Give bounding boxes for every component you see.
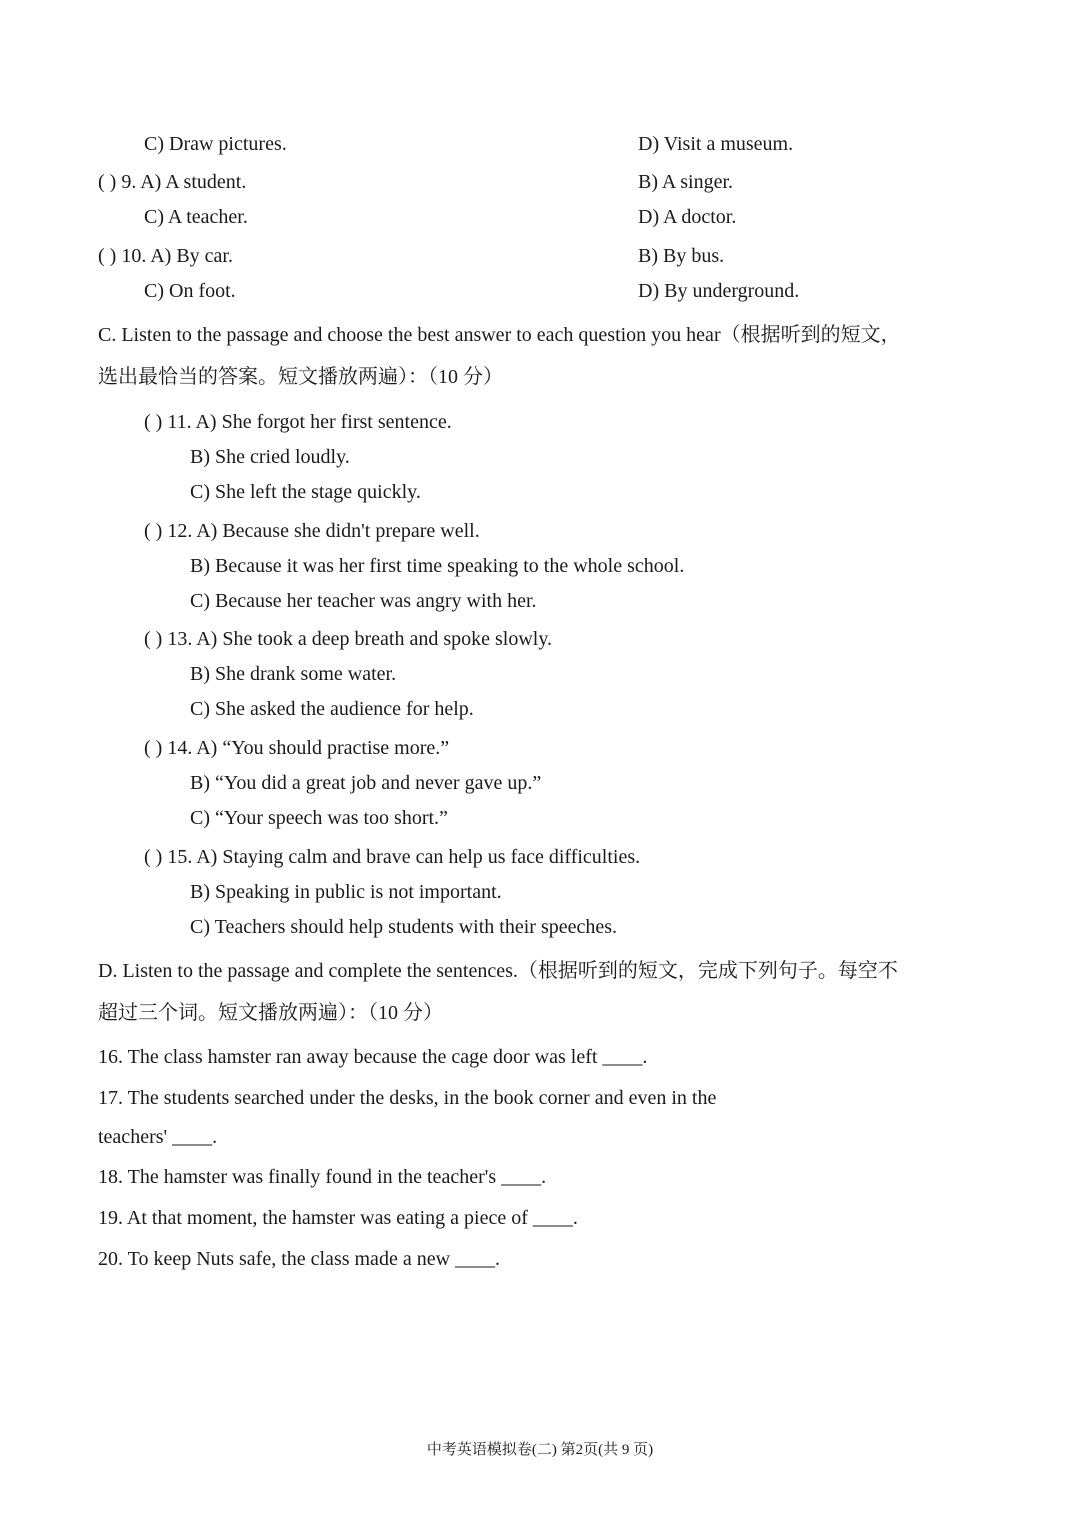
q12-option-c: C) Because her teacher was angry with her.: [190, 590, 537, 612]
q15-option-b: B) Speaking in public is not important.: [190, 881, 502, 903]
q11-option-c: C) She left the stage quickly.: [190, 481, 421, 503]
q9-stem-option-a: ( ) 9. A) A student.: [98, 171, 247, 193]
q10-option-b: B) By bus.: [638, 245, 725, 267]
section-d-instruction-line2: 超过三个词。短文播放两遍）：（10 分）: [98, 1002, 443, 1024]
q17-sentence-cont: teachers' ____.: [98, 1126, 218, 1148]
q14-option-b: B) “You did a great job and never gave up.”: [190, 772, 542, 794]
section-c-instruction-line1: C. Listen to the passage and choose the best answer to each question you hear（根据听到的短文，: [98, 324, 901, 346]
q8-option-c: C) Draw pictures.: [144, 133, 287, 155]
page-footer: 中考英语模拟卷(二) 第2页(共 9 页): [426, 1442, 654, 1458]
q9-option-c: C) A teacher.: [144, 206, 248, 228]
q18-sentence: 18. The hamster was finally found in the teacher's ____.: [98, 1166, 547, 1188]
q13-option-b: B) She drank some water.: [190, 663, 397, 685]
q12-stem: ( ) 12. A) Because she didn't prepare well.: [144, 520, 480, 542]
q11-option-b: B) She cried loudly.: [190, 446, 350, 468]
q15-option-c: C) Teachers should help students with their speeches.: [190, 916, 618, 938]
q13-stem: ( ) 13. A) She took a deep breath and spoke slowly.: [144, 628, 553, 650]
q16-sentence: 16. The class hamster ran away because the cage door was left ____.: [98, 1046, 648, 1068]
q15-stem: ( ) 15. A) Staying calm and brave can help us face difficulties.: [144, 846, 641, 868]
q13-option-c: C) She asked the audience for help.: [190, 698, 474, 720]
q10-option-c: C) On foot.: [144, 280, 236, 302]
q8-option-d: D) Visit a museum.: [638, 133, 794, 155]
q11-stem: ( ) 11. A) She forgot her first sentence.: [144, 411, 452, 433]
section-d-instruction-line1: D. Listen to the passage and complete the sentences.（根据听到的短文，完成下列句子。每空不: [98, 960, 898, 982]
q9-option-b: B) A singer.: [638, 171, 734, 193]
q10-stem-option-a: ( ) 10. A) By car.: [98, 245, 233, 267]
q19-sentence: 19. At that moment, the hamster was eating a piece of ____.: [98, 1207, 578, 1229]
section-c-instruction-line2: 选出最恰当的答案。短文播放两遍）：（10 分）: [98, 366, 503, 388]
q10-option-d: D) By underground.: [638, 280, 800, 302]
q12-option-b: B) Because it was her first time speaking to the whole school.: [190, 555, 685, 577]
q20-sentence: 20. To keep Nuts safe, the class made a new ____.: [98, 1248, 501, 1270]
q9-option-d: D) A doctor.: [638, 206, 737, 228]
q14-option-c: C) “Your speech was too short.”: [190, 807, 448, 829]
q14-stem: ( ) 14. A) “You should practise more.”: [144, 737, 450, 759]
q17-sentence: 17. The students searched under the desks, in the book corner and even in the: [98, 1087, 717, 1109]
